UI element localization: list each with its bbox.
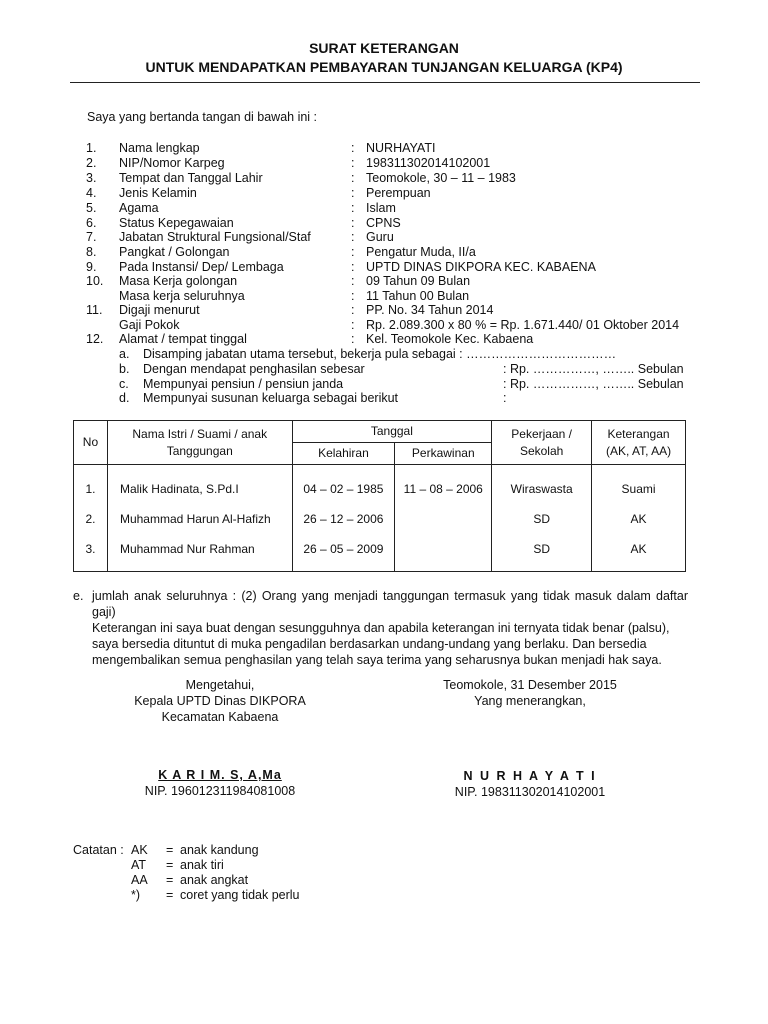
sig-left-line3: Kecamatan Kabaena — [161, 710, 279, 724]
paragraph-line: Keterangan ini saya buat dengan sesungguhnya dan apabila keterangan ini ternyata tidak benar (palsu), — [92, 621, 670, 635]
field-number: 12. — [86, 332, 104, 346]
field-value: Islam — [366, 201, 396, 215]
title-underline — [70, 82, 700, 83]
cell-no: 2. — [74, 504, 108, 534]
field-number: 10. — [86, 274, 104, 288]
sub-item-text: Dengan mendapat penghasilan sebesar — [143, 362, 365, 376]
field-number: 2. — [86, 156, 97, 170]
field-number: 9. — [86, 260, 97, 274]
cell-kelahiran: 26 – 05 – 2009 — [292, 534, 395, 572]
header-no: No — [74, 421, 108, 465]
field-colon: : — [351, 260, 355, 274]
header-keterangan: Keterangan (AK, AT, AA) — [592, 421, 686, 465]
field-value: 11 Tahun 00 Bulan — [366, 289, 470, 303]
cell-pekerjaan: SD — [492, 504, 592, 534]
field-number: 6. — [86, 216, 97, 230]
cell-name: Muhammad Nur Rahman — [107, 534, 292, 572]
field-value: NURHAYATI — [366, 141, 436, 155]
cell-perkawinan: 11 – 08 – 2006 — [395, 465, 492, 505]
note-equals: = — [166, 843, 174, 857]
note-desc: anak kandung — [180, 843, 259, 857]
cell-keterangan: Suami — [592, 465, 686, 505]
field-value: Perempuan — [366, 186, 431, 200]
cell-perkawinan — [395, 504, 492, 534]
sig-left-line1: Mengetahui, — [185, 678, 255, 692]
sub-item-letter: d. — [119, 391, 130, 405]
cell-pekerjaan: Wiraswasta — [492, 465, 592, 505]
sig-right-nip: NIP. 198311302014102001 — [454, 785, 606, 799]
paragraph-body — [92, 588, 688, 668]
field-value: Rp. 2.089.300 x 80 % = Rp. 1.671.440/ 01 Oktober 2014 — [366, 318, 680, 332]
field-label: Masa Kerja golongan — [119, 274, 238, 288]
table-header-row — [74, 421, 686, 443]
cell-kelahiran: 26 – 12 – 2006 — [292, 504, 395, 534]
signature-right-title — [430, 677, 630, 709]
table-row — [74, 534, 686, 572]
field-number: 8. — [86, 245, 97, 259]
field-value: PP. No. 34 Tahun 2014 — [366, 303, 494, 317]
field-colon: : — [351, 201, 355, 215]
field-label: Nama lengkap — [119, 141, 200, 155]
field-colon: : — [351, 289, 355, 303]
field-colon: : — [351, 156, 355, 170]
field-label: Jenis Kelamin — [119, 186, 197, 200]
header-kelahiran: Kelahiran — [292, 443, 395, 465]
field-colon: : — [351, 332, 355, 346]
sub-item-text: Disamping jabatan utama tersebut, bekerja pula sebagai : ……………………………… — [143, 347, 617, 361]
note-code: AT — [131, 858, 147, 872]
sig-right-name: N U R H A Y A T I — [463, 769, 597, 783]
field-number: 7. — [86, 230, 97, 244]
paragraph-line: jumlah anak seluruhnya : (2) Orang yang menjadi tanggungan termasuk yang tidak masuk dalam daftar gaji) — [92, 589, 688, 619]
field-label: Gaji Pokok — [119, 318, 180, 332]
header-pekerjaan: Pekerjaan / Sekolah — [492, 421, 592, 465]
table-row — [74, 465, 686, 505]
field-value: UPTD DINAS DIKPORA KEC. KABAENA — [366, 260, 596, 274]
field-value: Teomokole, 30 – 11 – 1983 — [366, 171, 516, 185]
notes-label: Catatan : — [73, 843, 124, 857]
paragraph-line: saya bersedia dituntut di muka pengadilan berdasarkan undang-undang yang berlaku. Dan bersedia — [92, 637, 647, 651]
cell-no: 3. — [74, 534, 108, 572]
field-colon: : — [351, 216, 355, 230]
field-label: NIP/Nomor Karpeg — [119, 156, 225, 170]
cell-name: Malik Hadinata, S.Pd.I — [107, 465, 292, 505]
sig-right-line2: Yang menerangkan, — [474, 694, 586, 708]
header-name: Nama Istri / Suami / anak Tanggungan — [107, 421, 292, 465]
note-code: *) — [131, 888, 141, 902]
field-value: 198311302014102001 — [366, 156, 491, 170]
field-label: Digaji menurut — [119, 303, 200, 317]
field-colon: : — [351, 171, 355, 185]
note-desc: anak angkat — [180, 873, 249, 887]
field-colon: : — [351, 245, 355, 259]
field-number: 4. — [86, 186, 97, 200]
note-code: AA — [131, 873, 148, 887]
cell-kelahiran: 04 – 02 – 1985 — [292, 465, 395, 505]
field-label: Tempat dan Tanggal Lahir — [119, 171, 263, 185]
sub-item-value: : Rp. ……………, …….. Sebulan — [503, 362, 684, 376]
field-number: 11. — [86, 303, 103, 317]
table-row — [74, 504, 686, 534]
sub-item-value: : Rp. ……………, …….. Sebulan — [503, 377, 684, 391]
sig-left-line2: Kepala UPTD Dinas DIKPORA — [134, 694, 306, 708]
field-label: Agama — [119, 201, 159, 215]
field-colon: : — [351, 141, 355, 155]
field-number: 3. — [86, 171, 97, 185]
field-value: Pengatur Muda, II/a — [366, 245, 476, 259]
document-subtitle: UNTUK MENDAPATKAN PEMBAYARAN TUNJANGAN KELUARGA (KP4) — [145, 59, 623, 75]
signature-left-title — [120, 677, 320, 725]
note-equals: = — [166, 858, 174, 872]
header-perkawinan: Perkawinan — [395, 443, 492, 465]
note-equals: = — [166, 873, 174, 887]
sub-item-letter: a. — [119, 347, 130, 361]
sub-item-letter: c. — [119, 377, 129, 391]
sub-item-text: Mempunyai susunan keluarga sebagai berikut — [143, 391, 399, 405]
intro-text: Saya yang bertanda tangan di bawah ini : — [87, 110, 318, 124]
field-label: Jabatan Struktural Fungsional/Staf — [119, 230, 311, 244]
field-label: Pada Instansi/ Dep/ Lembaga — [119, 260, 284, 274]
note-equals: = — [166, 888, 174, 902]
field-value: Guru — [366, 230, 394, 244]
sub-item-value: : — [503, 391, 507, 405]
field-label: Masa kerja seluruhnya — [119, 289, 245, 303]
field-label: Status Kepegawaian — [119, 216, 234, 230]
field-number: 1. — [86, 141, 97, 155]
signature-left-name-block — [120, 767, 320, 799]
field-colon: : — [351, 303, 355, 317]
sub-item-text: Mempunyai pensiun / pensiun janda — [143, 377, 344, 391]
field-value: CPNS — [366, 216, 401, 230]
note-code: AK — [131, 843, 148, 857]
sub-item-letter: b. — [119, 362, 130, 376]
sig-left-name: K A R I M. S, A,Ma — [158, 768, 282, 782]
cell-perkawinan — [395, 534, 492, 572]
cell-pekerjaan: SD — [492, 534, 592, 572]
field-value: Kel. Teomokole Kec. Kabaena — [366, 332, 534, 346]
field-number: 5. — [86, 201, 97, 215]
field-colon: : — [351, 274, 355, 288]
document-title: SURAT KETERANGAN — [309, 40, 459, 56]
header-tanggal: Tanggal — [292, 421, 492, 443]
note-desc: anak tiri — [180, 858, 224, 872]
field-colon: : — [351, 318, 355, 332]
field-value: 09 Tahun 09 Bulan — [366, 274, 471, 288]
cell-no: 1. — [74, 465, 108, 505]
sig-left-nip: NIP. 196012311984081008 — [144, 784, 296, 798]
cell-keterangan: AK — [592, 504, 686, 534]
paragraph-line: mengembalikan semua penghasilan yang telah saya terima yang seharusnya bukan menjadi hak saya. — [92, 653, 662, 667]
field-colon: : — [351, 186, 355, 200]
family-table — [73, 420, 686, 572]
sig-right-place-date: Teomokole, 31 Desember 2015 — [443, 678, 617, 692]
field-label: Pangkat / Golongan — [119, 245, 230, 259]
signature-right-name-block — [430, 768, 630, 800]
cell-keterangan: AK — [592, 534, 686, 572]
field-colon: : — [351, 230, 355, 244]
paragraph-letter: e. — [73, 589, 84, 603]
field-label: Alamat / tempat tinggal — [119, 332, 247, 346]
note-desc: coret yang tidak perlu — [180, 888, 300, 902]
cell-name: Muhammad Harun Al-Hafizh — [107, 504, 292, 534]
